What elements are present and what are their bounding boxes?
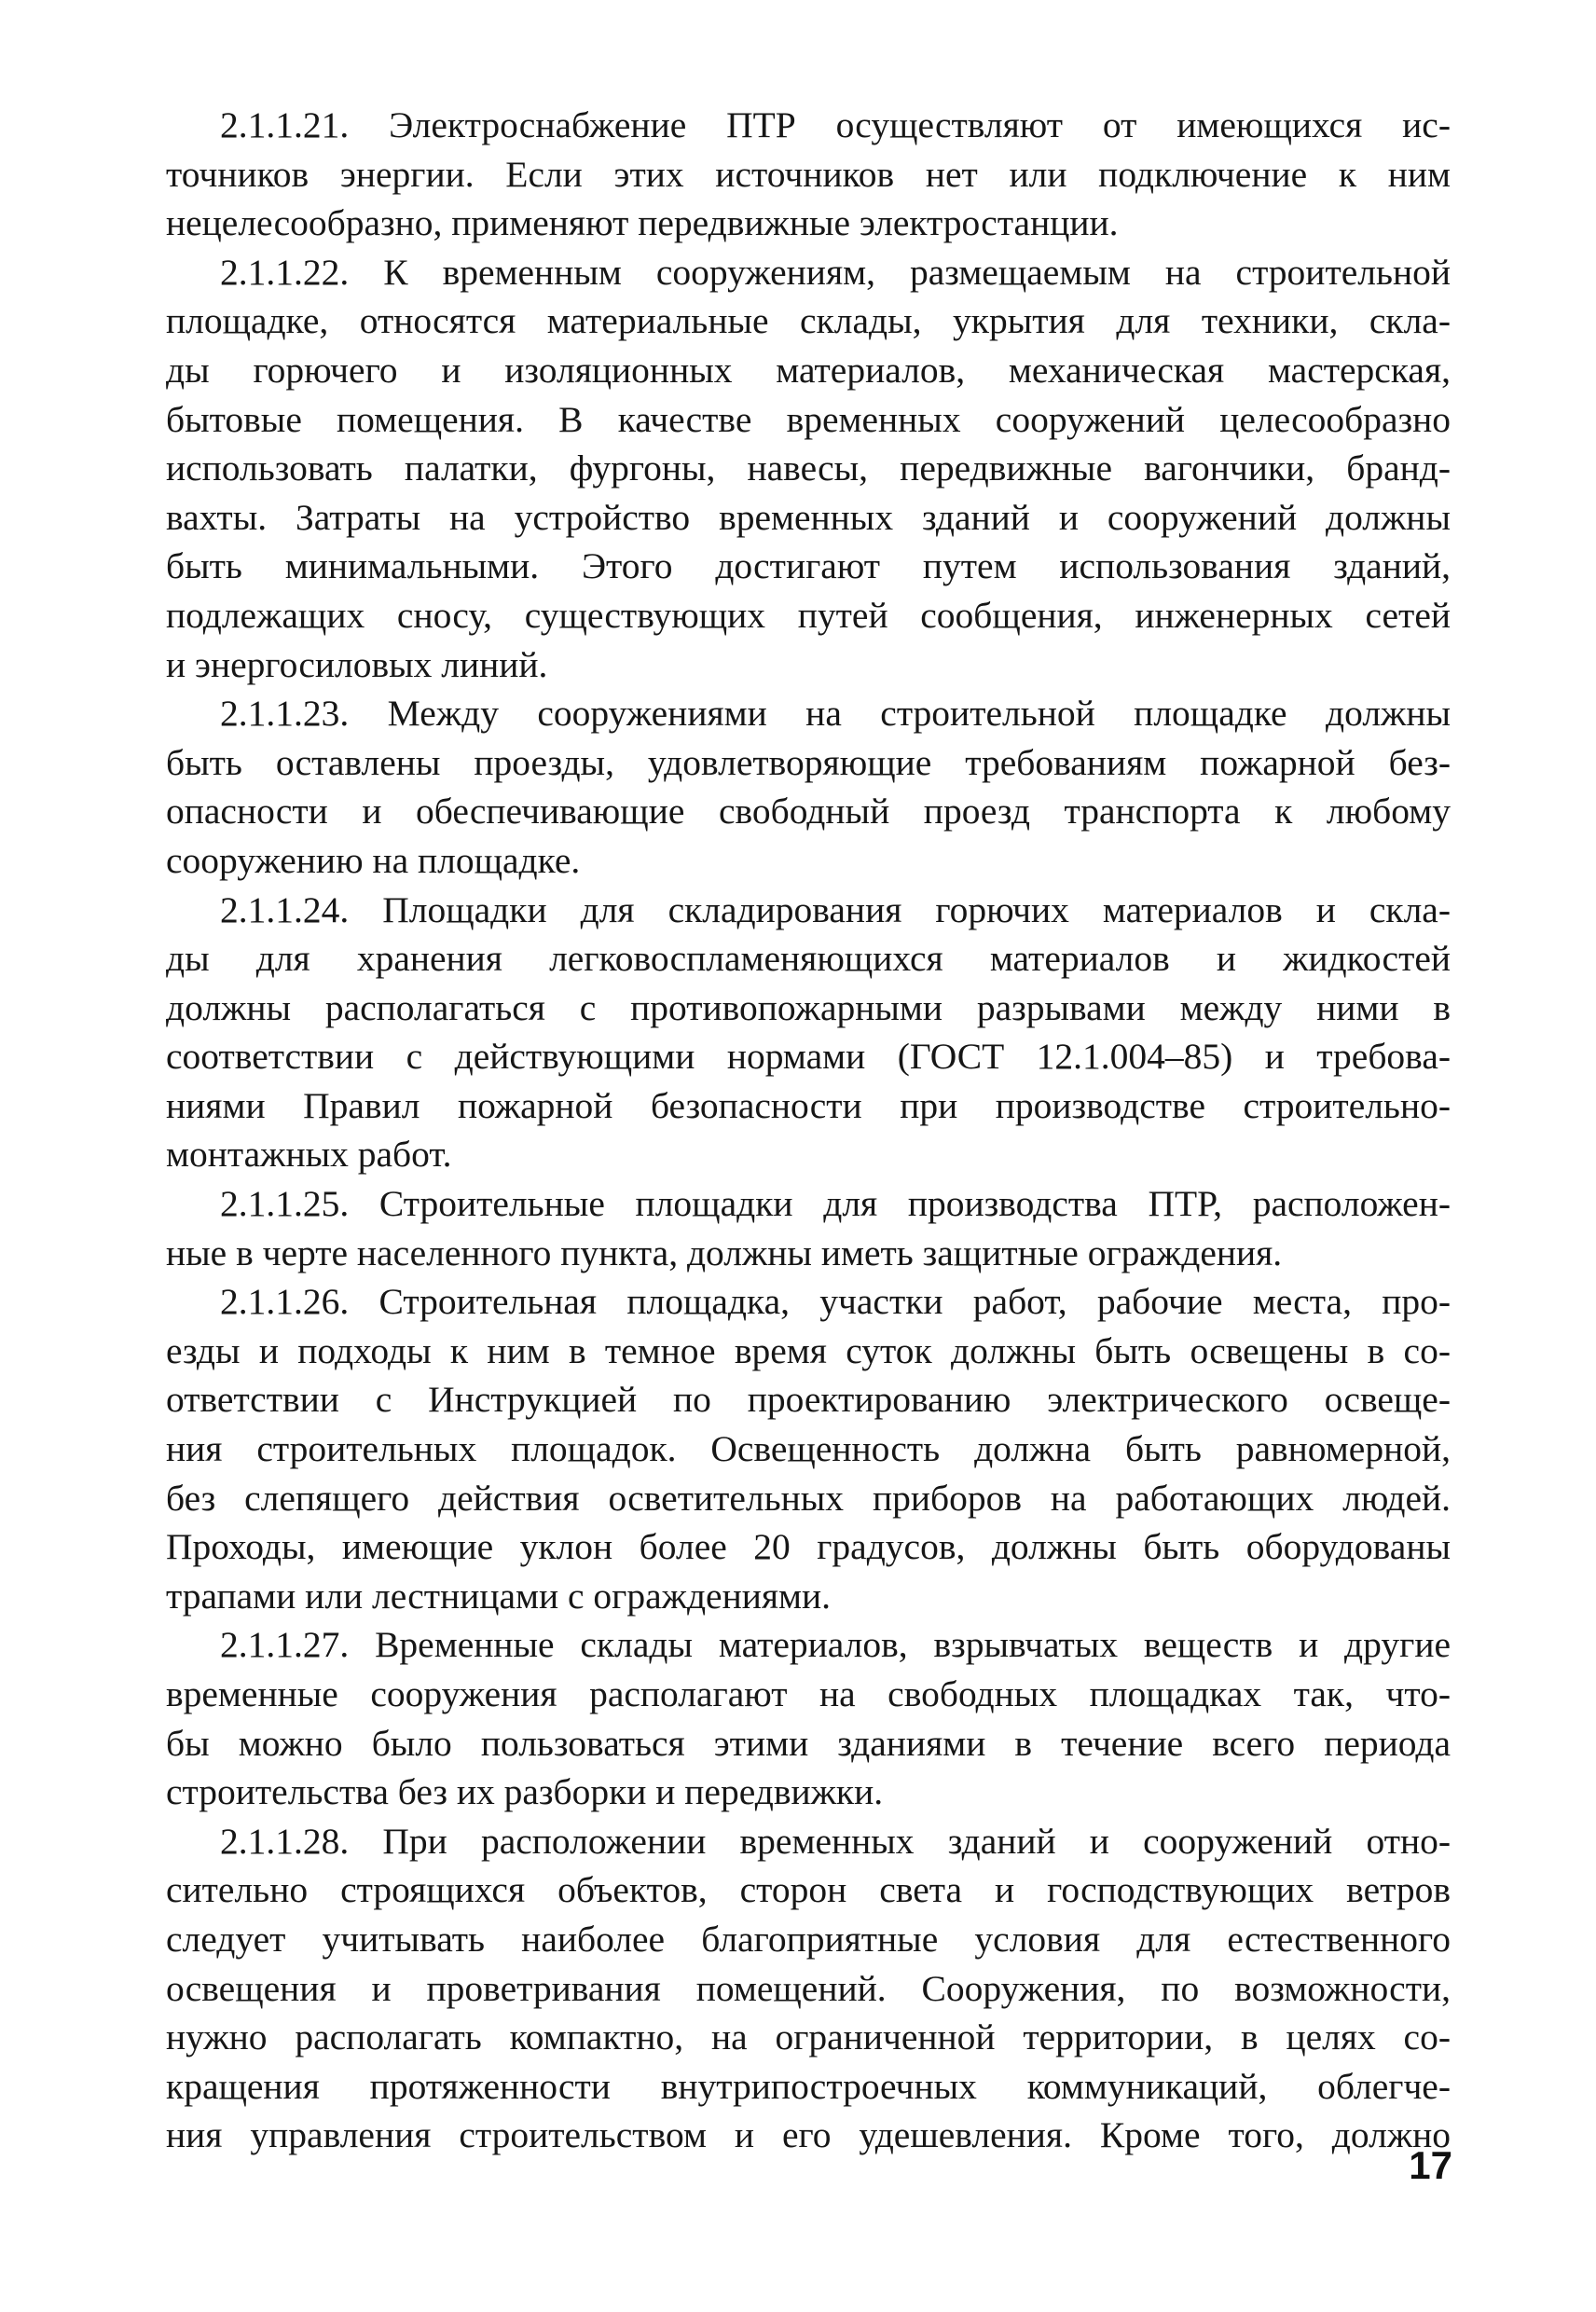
paragraph-2-1-1-21 — [166, 101, 1451, 248]
page-number: 17 — [1409, 2143, 1452, 2187]
text-line: точников энергии. Если этих источников нет или подключение к ним — [166, 153, 1451, 195]
text-line: вахты. Затраты на устройство временных зданий и сооружений должны — [166, 496, 1451, 538]
text-line: бытовые помещения. В качестве временных сооружений целесообразно — [166, 398, 1451, 440]
text-line: монтажных работ. — [166, 1134, 452, 1176]
paragraph-2-1-1-23 — [166, 689, 1451, 885]
paragraph-2-1-1-28 — [166, 1817, 1451, 2160]
text-line: использовать палатки, фургоны, навесы, передвижные вагончики, бранд- — [166, 447, 1451, 489]
text-line: нужно располагать компактно, на ограниченной территории, в целях со- — [166, 2016, 1451, 2058]
text-line: 2.1.1.28. При расположении временных зданий и сооружений отно- — [220, 1820, 1451, 1862]
text-line: соответствии с действующими нормами (ГОСТ 12.1.004–85) и требова- — [166, 1036, 1451, 1078]
text-line: бы можно было пользоваться этими зданиями в течение всего периода — [166, 1722, 1451, 1764]
text-line: ния управления строительством и его удешевления. Кроме того, должно — [166, 2114, 1451, 2156]
text-line: ниями Правил пожарной безопасности при производстве строительно- — [166, 1084, 1451, 1126]
text-line: временные сооружения располагают на свободных площадках так, что- — [166, 1673, 1451, 1714]
text-line: езды и подходы к ним в темное время суток должны быть освещены в со- — [166, 1329, 1451, 1371]
text-line: 2.1.1.21. Электроснабжение ПТР осуществляют от имеющихся ис- — [220, 104, 1451, 145]
text-line: ды для хранения легковоспламеняющихся материалов и жидкостей — [166, 938, 1451, 980]
text-line: сительно строящихся объектов, сторон света и господствующих ветров — [166, 1869, 1451, 1911]
text-line: 2.1.1.25. Строительные площадки для производства ПТР, расположен- — [220, 1183, 1451, 1225]
paragraph-2-1-1-22 — [166, 248, 1451, 689]
paragraph-2-1-1-26 — [166, 1277, 1451, 1620]
text-line: без слепящего действия осветительных приборов на работающих людей. — [166, 1477, 1451, 1519]
text-line: 2.1.1.24. Площадки для складирования горючих материалов и скла- — [220, 888, 1451, 930]
text-line: сооружению на площадке. — [166, 839, 581, 881]
paragraph-2-1-1-24 — [166, 886, 1451, 1180]
text-line: строительства без их разборки и передвижки. — [166, 1771, 884, 1813]
paragraph-2-1-1-25 — [166, 1179, 1451, 1277]
text-line: освещения и проветривания помещений. Сооружения, по возможности, — [166, 1967, 1451, 2009]
text-line: площадке, относятся материальные склады, укрытия для техники, скла- — [166, 300, 1451, 342]
text-line: быть оставлены проезды, удовлетворяющие требованиям пожарной без- — [166, 741, 1451, 783]
paragraph-2-1-1-27 — [166, 1620, 1451, 1816]
text-line: опасности и обеспечивающие свободный проезд транспорта к любому — [166, 791, 1451, 833]
text-line: ды горючего и изоляционных материалов, механическая мастерская, — [166, 349, 1451, 391]
text-line: 2.1.1.27. Временные склады материалов, взрывчатых веществ и другие — [220, 1624, 1451, 1666]
text-line: и энергосиловых линий. — [166, 643, 548, 685]
text-line: 2.1.1.23. Между сооружениями на строительной площадке должны — [220, 693, 1451, 735]
text-line: кращения протяженности внутрипостроечных коммуникаций, облегче- — [166, 2065, 1451, 2107]
text-line: трапами или лестницами с ограждениями. — [166, 1575, 832, 1617]
text-line: нецелесообразно, применяют передвижные электростанции. — [166, 202, 1119, 244]
text-line: подлежащих сносу, существующих путей сообщения, инженерных сетей — [166, 594, 1451, 636]
text-line: 2.1.1.26. Строительная площадка, участки работ, рабочие места, про- — [220, 1281, 1451, 1323]
text-line: ные в черте населенного пункта, должны иметь защитные ограждения. — [166, 1232, 1283, 1273]
text-line: быть минимальными. Этого достигают путем использования зданий, — [166, 545, 1451, 587]
text-line: 2.1.1.22. К временным сооружениям, размещаемым на строительной — [220, 251, 1451, 293]
text-line: Проходы, имеющие уклон более 20 градусов, должны быть оборудованы — [166, 1526, 1451, 1568]
text-line: должны располагаться с противопожарными разрывами между ними в — [166, 986, 1451, 1028]
text-line: ния строительных площадок. Освещенность должна быть равномерной, — [166, 1428, 1451, 1470]
text-line: следует учитывать наиболее благоприятные условия для естественного — [166, 1918, 1451, 1960]
body-text — [166, 101, 1451, 2160]
text-line: ответствии с Инструкцией по проектированию электрического освеще- — [166, 1379, 1451, 1421]
